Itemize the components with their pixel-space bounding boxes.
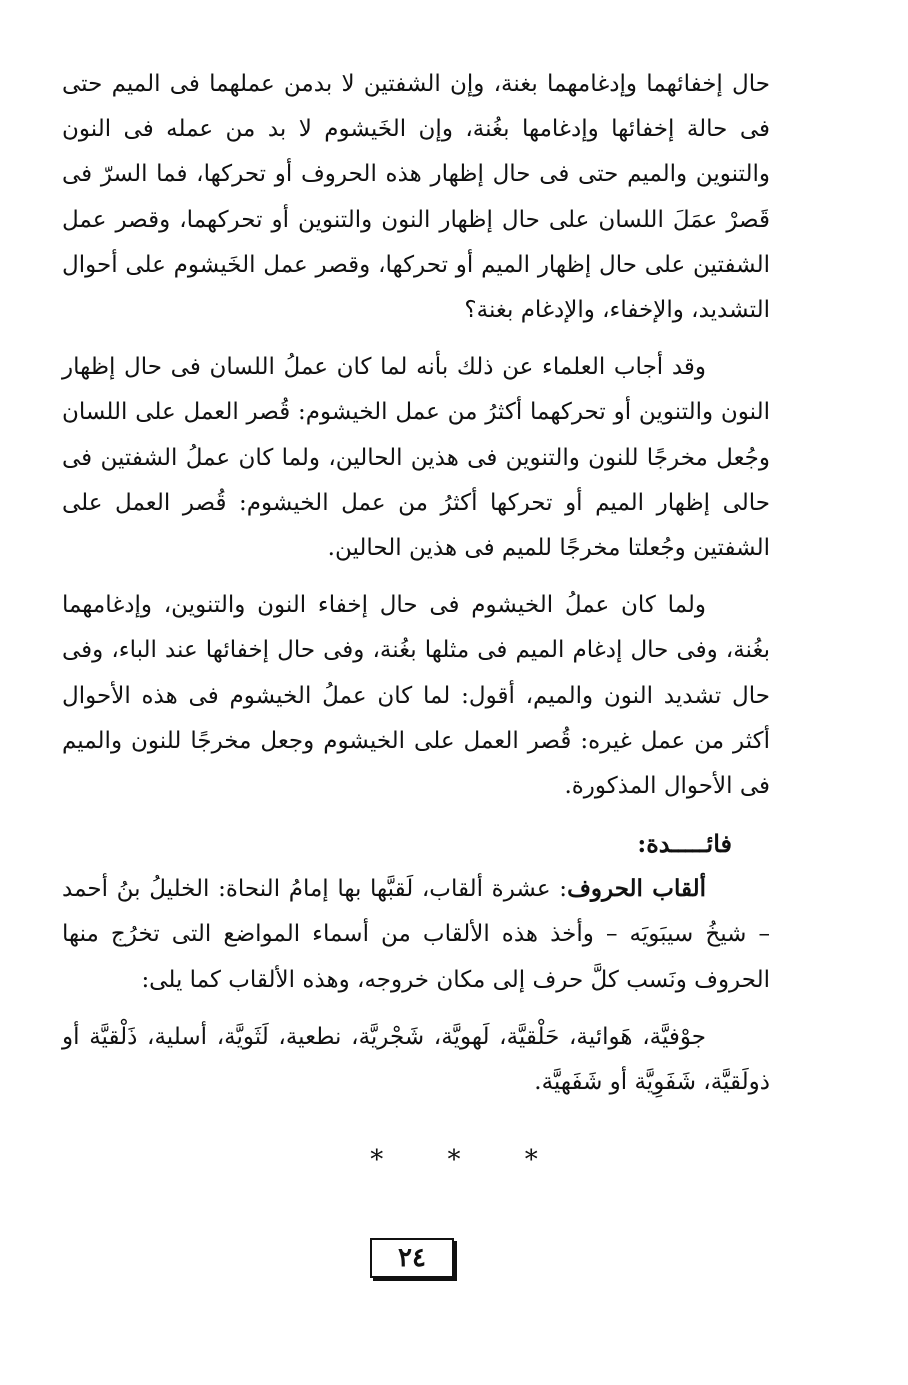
separator-stars (0, 1145, 908, 1175)
titles-text: : عشرة ألقاب، لَقبَّها بها إمامُ النحاة: الخليلُ بنُ أحمد – شيخُ سيبَويَه – وأخذ هذه الألقاب من أسماء المواضع التى تخرُج منها الحروف ونَسب كلَّ حرف إلى مكان خروجه، وهذه الألقاب كما يلى: (62, 876, 770, 993)
paragraph-3: ولما كان عملُ الخيشوم فى حال إخفاء النون والتنوين، وإدغامهما بغُنة، وفى حال إدغام الميم فى مثلها بغُنة، وفى حال إخفائها عند الباء، وفى حال تشديد النون والميم، أقول: لما كان عملُ الخيشوم فى هذه الأحوال أكثر من عمل غيره: قُصر العمل على الخيشوم وجعل مخرجًا للنون والميم فى الأحوال المذكورة. (62, 592, 770, 800)
star-icon: * (524, 1145, 538, 1175)
titles-term: ألقاب الحروف (567, 875, 706, 903)
section-heading: فائـــــدة: (637, 829, 732, 859)
star-icon: * (447, 1145, 461, 1175)
star-icon: * (370, 1145, 384, 1175)
paragraph-2: وقد أجاب العلماء عن ذلك بأنه لما كان عملُ اللسان فى حال إظهار النون والتنوين أو تحركهما أكثرُ من عمل الخيشوم: قُصر العمل على اللسان وجُعل مخرجًا للنون والتنوين فى هذين الحالين، ولما كان عملُ الشفتين فى حالى إظهار الميم أو تحركها أكثرُ من عمل الخيشوم: قُصر العمل على الشفتين وجُعلتا مخرجًا للميم فى هذين الحالين. (62, 354, 770, 562)
titles-list: جوْفيَّة، هَوائية، حَلْقيَّة، لَهويَّة، شَجْريَّة، نطعية، لَثَويَّة، أسلية، ذَلْقيَّة أو ذولَقيَّة، شَفَوِيَّة أو شَفَهيَّة. (62, 1023, 770, 1096)
page-body (62, 62, 770, 1117)
paragraph-1: حال إخفائهما وإدغامهما بغنة، وإن الشفتين لا بدمن عملهما فى الميم حتى فى حالة إخفائها وإدغامها بغُنة، وإن الخَيشوم لا بد من عمله فى النون والتنوين والميم حتى فى حال إظهار هذه الحروف أو تحركها، فما السرّ فى قَصرْ عمَلَ اللسان على حال إظهار النون والتنوين أو تحركهما، وقصر عمل الشفتين على حال إظهار الميم أو تحركها، وقصر عمل الخَيشوم على أحوال التشديد، والإخفاء، والإدغام بغنة؟ (62, 71, 770, 324)
page-number: ٢٤ (370, 1238, 454, 1278)
titles-paragraph (62, 866, 770, 1003)
